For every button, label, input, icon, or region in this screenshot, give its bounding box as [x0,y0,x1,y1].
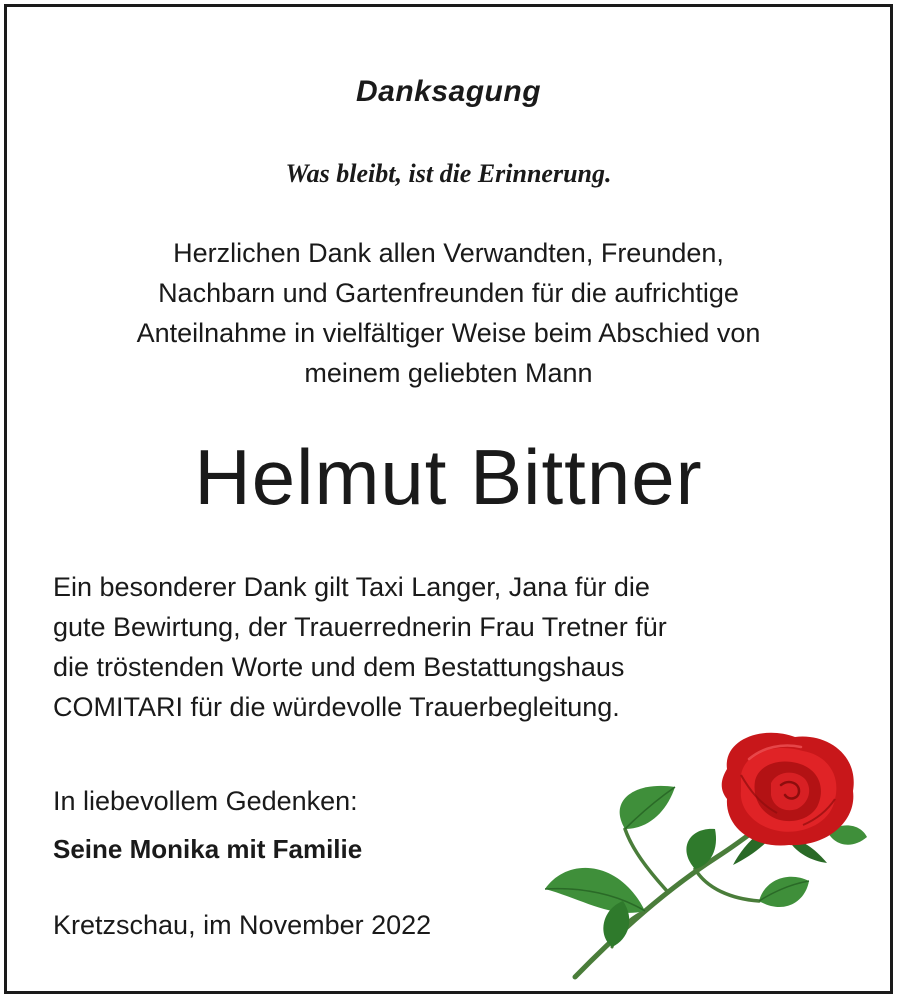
rose-stem-branch [625,829,667,891]
notice-motto: Was bleibt, ist die Erinnerung. [285,159,612,188]
special-thanks-line: Ein besonderer Dank gilt Taxi Langer, Jana für die [53,572,650,602]
thanks-line: Nachbarn und Gartenfreunden für die aufrichtige [158,278,739,308]
special-thanks-paragraph [53,567,853,727]
red-rose-icon [527,729,877,984]
memory-line: In liebevollem Gedenken: [53,786,358,816]
thanks-line: meinem geliebten Mann [304,358,593,388]
special-thanks-line: gute Bewirtung, der Trauerrednerin Frau Tretner für [53,612,667,642]
place-date: Kretzschau, im November 2022 [53,910,432,940]
rose-leaf [545,868,645,913]
rose-leaf [759,877,809,907]
special-thanks-line: COMITARI für die würdevolle Trauerbegleitung. [53,692,620,722]
obituary-notice [4,4,893,994]
special-thanks-line: die tröstenden Worte und dem Bestattungshaus [53,652,625,682]
family-signature: Seine Monika mit Familie [53,834,363,864]
thanks-line: Anteilnahme in vielfältiger Weise beim Abschied von [136,318,761,348]
rose-stem-branch [695,869,759,901]
notice-heading: Danksagung [355,75,542,108]
thanks-paragraph [7,233,890,393]
thanks-line: Herzlichen Dank allen Verwandten, Freunden, [173,238,724,268]
deceased-name: Helmut Bittner [194,433,703,521]
